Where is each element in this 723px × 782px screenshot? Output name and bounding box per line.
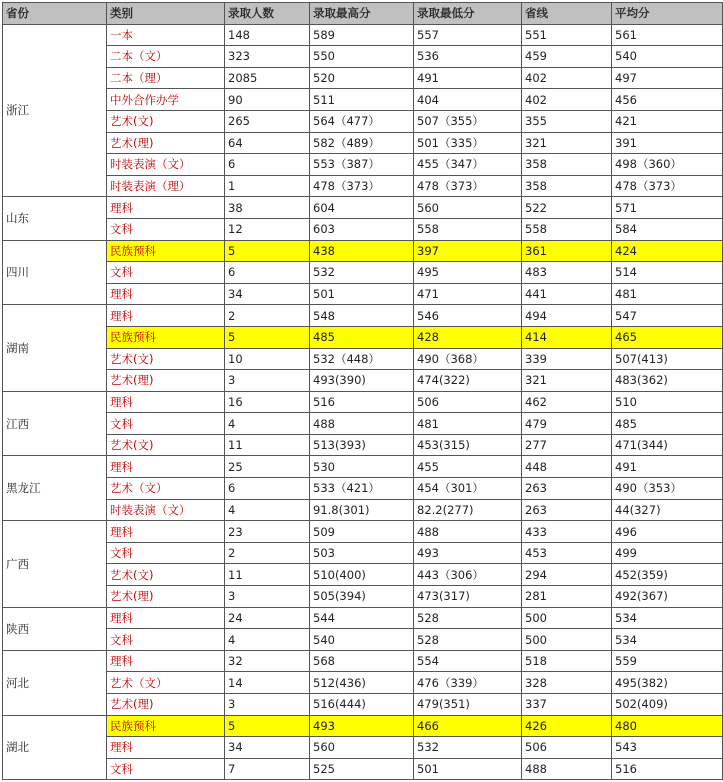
table-row xyxy=(3,305,723,327)
province-line-cell: 479 xyxy=(522,413,612,435)
province-line-cell: 558 xyxy=(522,218,612,240)
min-score-cell: 455（347） xyxy=(414,154,522,176)
max-score-cell: 501 xyxy=(310,283,414,305)
admitted-count-cell: 4 xyxy=(225,499,310,521)
table-row xyxy=(3,586,723,608)
province-cell: 湖北 xyxy=(3,715,107,780)
admitted-count-cell: 4 xyxy=(225,413,310,435)
max-score-cell: 510(400) xyxy=(310,564,414,586)
admitted-count-cell: 90 xyxy=(225,89,310,111)
max-score-cell: 493 xyxy=(310,715,414,737)
table-row xyxy=(3,391,723,413)
average-score-cell: 571 xyxy=(612,197,723,219)
table-row xyxy=(3,650,723,672)
average-score-cell: 492(367) xyxy=(612,586,723,608)
province-line-cell: 321 xyxy=(522,370,612,392)
admitted-count-cell: 2 xyxy=(225,305,310,327)
table-row xyxy=(3,348,723,370)
category-cell: 文科 xyxy=(107,758,225,780)
min-score-cell: 453(315) xyxy=(414,434,522,456)
table-row xyxy=(3,715,723,737)
max-score-cell: 503 xyxy=(310,542,414,564)
category-cell: 艺术（文） xyxy=(107,672,225,694)
max-score-cell: 532（448） xyxy=(310,348,414,370)
admitted-count-cell: 1 xyxy=(225,175,310,197)
max-score-cell: 582（489） xyxy=(310,132,414,154)
category-cell: 艺术(理) xyxy=(107,586,225,608)
average-score-cell: 424 xyxy=(612,240,723,262)
category-cell: 理科 xyxy=(107,607,225,629)
table-row xyxy=(3,694,723,716)
category-cell: 艺术(文) xyxy=(107,348,225,370)
header-min-score: 录取最低分 xyxy=(414,3,522,25)
table-row xyxy=(3,413,723,435)
category-cell: 理科 xyxy=(107,305,225,327)
min-score-cell: 491 xyxy=(414,67,522,89)
table-row xyxy=(3,326,723,348)
admitted-count-cell: 5 xyxy=(225,240,310,262)
province-cell: 浙江 xyxy=(3,24,107,197)
max-score-cell: 493(390) xyxy=(310,370,414,392)
province-cell: 湖南 xyxy=(3,305,107,391)
min-score-cell: 557 xyxy=(414,24,522,46)
average-score-cell: 480 xyxy=(612,715,723,737)
min-score-cell: 532 xyxy=(414,737,522,759)
min-score-cell: 471 xyxy=(414,283,522,305)
header-row xyxy=(3,3,723,25)
header-province-line: 省线 xyxy=(522,3,612,25)
max-score-cell: 564（477） xyxy=(310,110,414,132)
max-score-cell: 509 xyxy=(310,521,414,543)
table-row xyxy=(3,218,723,240)
admitted-count-cell: 265 xyxy=(225,110,310,132)
admitted-count-cell: 4 xyxy=(225,629,310,651)
province-line-cell: 263 xyxy=(522,499,612,521)
category-cell: 艺术(理) xyxy=(107,370,225,392)
table-row xyxy=(3,542,723,564)
admitted-count-cell: 5 xyxy=(225,715,310,737)
province-cell: 山东 xyxy=(3,197,107,240)
max-score-cell: 548 xyxy=(310,305,414,327)
average-score-cell: 456 xyxy=(612,89,723,111)
average-score-cell: 540 xyxy=(612,46,723,68)
admitted-count-cell: 11 xyxy=(225,434,310,456)
category-cell: 民族预科 xyxy=(107,326,225,348)
province-line-cell: 339 xyxy=(522,348,612,370)
category-cell: 一本 xyxy=(107,24,225,46)
province-cell: 江西 xyxy=(3,391,107,456)
admitted-count-cell: 3 xyxy=(225,370,310,392)
average-score-cell: 502(409) xyxy=(612,694,723,716)
table-row xyxy=(3,67,723,89)
average-score-cell: 391 xyxy=(612,132,723,154)
admitted-count-cell: 6 xyxy=(225,154,310,176)
category-cell: 理科 xyxy=(107,283,225,305)
average-score-cell: 498（360） xyxy=(612,154,723,176)
table-row xyxy=(3,607,723,629)
table-header xyxy=(3,3,723,25)
max-score-cell: 532 xyxy=(310,262,414,284)
category-cell: 文科 xyxy=(107,629,225,651)
min-score-cell: 479(351) xyxy=(414,694,522,716)
max-score-cell: 589 xyxy=(310,24,414,46)
max-score-cell: 533（421） xyxy=(310,478,414,500)
max-score-cell: 550 xyxy=(310,46,414,68)
max-score-cell: 488 xyxy=(310,413,414,435)
category-cell: 艺术(文) xyxy=(107,110,225,132)
category-cell: 时装表演（理） xyxy=(107,175,225,197)
min-score-cell: 536 xyxy=(414,46,522,68)
province-line-cell: 488 xyxy=(522,758,612,780)
table-row xyxy=(3,521,723,543)
max-score-cell: 478（373） xyxy=(310,175,414,197)
province-line-cell: 361 xyxy=(522,240,612,262)
admitted-count-cell: 3 xyxy=(225,586,310,608)
category-cell: 民族预科 xyxy=(107,240,225,262)
max-score-cell: 604 xyxy=(310,197,414,219)
max-score-cell: 603 xyxy=(310,218,414,240)
max-score-cell: 568 xyxy=(310,650,414,672)
min-score-cell: 507（355） xyxy=(414,110,522,132)
table-row xyxy=(3,737,723,759)
province-line-cell: 506 xyxy=(522,737,612,759)
average-score-cell: 547 xyxy=(612,305,723,327)
average-score-cell: 491 xyxy=(612,456,723,478)
admitted-count-cell: 3 xyxy=(225,694,310,716)
min-score-cell: 474(322) xyxy=(414,370,522,392)
min-score-cell: 82.2(277) xyxy=(414,499,522,521)
table-row xyxy=(3,758,723,780)
admitted-count-cell: 2 xyxy=(225,542,310,564)
table-row xyxy=(3,434,723,456)
max-score-cell: 560 xyxy=(310,737,414,759)
province-line-cell: 281 xyxy=(522,586,612,608)
max-score-cell: 525 xyxy=(310,758,414,780)
max-score-cell: 91.8(301) xyxy=(310,499,414,521)
header-admitted-count: 录取人数 xyxy=(225,3,310,25)
average-score-cell: 495(382) xyxy=(612,672,723,694)
admission-scores-table xyxy=(2,2,723,780)
average-score-cell: 561 xyxy=(612,24,723,46)
average-score-cell: 497 xyxy=(612,67,723,89)
table-row xyxy=(3,46,723,68)
min-score-cell: 473(317) xyxy=(414,586,522,608)
admitted-count-cell: 25 xyxy=(225,456,310,478)
average-score-cell: 510 xyxy=(612,391,723,413)
average-score-cell: 490（353） xyxy=(612,478,723,500)
table-row xyxy=(3,24,723,46)
min-score-cell: 501（335） xyxy=(414,132,522,154)
header-province: 省份 xyxy=(3,3,107,25)
province-line-cell: 448 xyxy=(522,456,612,478)
table-row xyxy=(3,478,723,500)
category-cell: 中外合作办学 xyxy=(107,89,225,111)
province-line-cell: 462 xyxy=(522,391,612,413)
max-score-cell: 544 xyxy=(310,607,414,629)
min-score-cell: 488 xyxy=(414,521,522,543)
min-score-cell: 481 xyxy=(414,413,522,435)
table-body xyxy=(3,24,723,780)
admitted-count-cell: 23 xyxy=(225,521,310,543)
table-row xyxy=(3,262,723,284)
max-score-cell: 505(394) xyxy=(310,586,414,608)
min-score-cell: 493 xyxy=(414,542,522,564)
average-score-cell: 44(327) xyxy=(612,499,723,521)
table-row xyxy=(3,132,723,154)
category-cell: 时装表演（文） xyxy=(107,499,225,521)
province-line-cell: 402 xyxy=(522,89,612,111)
average-score-cell: 496 xyxy=(612,521,723,543)
min-score-cell: 495 xyxy=(414,262,522,284)
category-cell: 理科 xyxy=(107,521,225,543)
province-line-cell: 551 xyxy=(522,24,612,46)
table-row xyxy=(3,499,723,521)
admitted-count-cell: 14 xyxy=(225,672,310,694)
province-line-cell: 441 xyxy=(522,283,612,305)
max-score-cell: 512(436) xyxy=(310,672,414,694)
min-score-cell: 466 xyxy=(414,715,522,737)
category-cell: 艺术(文) xyxy=(107,434,225,456)
province-line-cell: 500 xyxy=(522,607,612,629)
province-cell: 河北 xyxy=(3,650,107,715)
admitted-count-cell: 12 xyxy=(225,218,310,240)
average-score-cell: 478（373） xyxy=(612,175,723,197)
min-score-cell: 528 xyxy=(414,607,522,629)
min-score-cell: 455 xyxy=(414,456,522,478)
average-score-cell: 465 xyxy=(612,326,723,348)
province-cell: 广西 xyxy=(3,521,107,607)
table-row xyxy=(3,283,723,305)
category-cell: 时装表演（文） xyxy=(107,154,225,176)
admitted-count-cell: 5 xyxy=(225,326,310,348)
average-score-cell: 421 xyxy=(612,110,723,132)
category-cell: 艺术（文） xyxy=(107,478,225,500)
min-score-cell: 397 xyxy=(414,240,522,262)
min-score-cell: 554 xyxy=(414,650,522,672)
admitted-count-cell: 148 xyxy=(225,24,310,46)
table-row xyxy=(3,240,723,262)
category-cell: 文科 xyxy=(107,413,225,435)
min-score-cell: 490（368） xyxy=(414,348,522,370)
category-cell: 理科 xyxy=(107,456,225,478)
average-score-cell: 559 xyxy=(612,650,723,672)
average-score-cell: 499 xyxy=(612,542,723,564)
max-score-cell: 520 xyxy=(310,67,414,89)
province-line-cell: 277 xyxy=(522,434,612,456)
admitted-count-cell: 32 xyxy=(225,650,310,672)
header-average-score: 平均分 xyxy=(612,3,723,25)
province-line-cell: 500 xyxy=(522,629,612,651)
category-cell: 理科 xyxy=(107,737,225,759)
admitted-count-cell: 6 xyxy=(225,478,310,500)
province-line-cell: 263 xyxy=(522,478,612,500)
average-score-cell: 452(359) xyxy=(612,564,723,586)
average-score-cell: 483(362) xyxy=(612,370,723,392)
min-score-cell: 443（306） xyxy=(414,564,522,586)
min-score-cell: 476（339） xyxy=(414,672,522,694)
category-cell: 理科 xyxy=(107,650,225,672)
province-line-cell: 328 xyxy=(522,672,612,694)
min-score-cell: 478（373） xyxy=(414,175,522,197)
category-cell: 二本（理） xyxy=(107,67,225,89)
province-line-cell: 518 xyxy=(522,650,612,672)
category-cell: 理科 xyxy=(107,391,225,413)
table-row xyxy=(3,629,723,651)
category-cell: 文科 xyxy=(107,218,225,240)
table-row xyxy=(3,370,723,392)
category-cell: 艺术(文) xyxy=(107,564,225,586)
table-row xyxy=(3,672,723,694)
admitted-count-cell: 38 xyxy=(225,197,310,219)
province-line-cell: 459 xyxy=(522,46,612,68)
admitted-count-cell: 6 xyxy=(225,262,310,284)
max-score-cell: 540 xyxy=(310,629,414,651)
table-row xyxy=(3,154,723,176)
province-cell: 黑龙江 xyxy=(3,456,107,521)
province-line-cell: 483 xyxy=(522,262,612,284)
min-score-cell: 560 xyxy=(414,197,522,219)
min-score-cell: 558 xyxy=(414,218,522,240)
average-score-cell: 584 xyxy=(612,218,723,240)
average-score-cell: 516 xyxy=(612,758,723,780)
admitted-count-cell: 34 xyxy=(225,283,310,305)
max-score-cell: 438 xyxy=(310,240,414,262)
table-row xyxy=(3,89,723,111)
average-score-cell: 481 xyxy=(612,283,723,305)
average-score-cell: 485 xyxy=(612,413,723,435)
province-line-cell: 453 xyxy=(522,542,612,564)
province-line-cell: 294 xyxy=(522,564,612,586)
average-score-cell: 507(413) xyxy=(612,348,723,370)
max-score-cell: 516 xyxy=(310,391,414,413)
category-cell: 艺术(理) xyxy=(107,694,225,716)
average-score-cell: 534 xyxy=(612,629,723,651)
admitted-count-cell: 34 xyxy=(225,737,310,759)
table-row xyxy=(3,175,723,197)
category-cell: 民族预科 xyxy=(107,715,225,737)
admitted-count-cell: 11 xyxy=(225,564,310,586)
province-line-cell: 494 xyxy=(522,305,612,327)
category-cell: 理科 xyxy=(107,197,225,219)
province-line-cell: 355 xyxy=(522,110,612,132)
category-cell: 文科 xyxy=(107,262,225,284)
average-score-cell: 471(344) xyxy=(612,434,723,456)
max-score-cell: 553（387） xyxy=(310,154,414,176)
average-score-cell: 514 xyxy=(612,262,723,284)
min-score-cell: 501 xyxy=(414,758,522,780)
max-score-cell: 511 xyxy=(310,89,414,111)
province-line-cell: 522 xyxy=(522,197,612,219)
province-cell: 四川 xyxy=(3,240,107,305)
max-score-cell: 485 xyxy=(310,326,414,348)
header-max-score: 录取最高分 xyxy=(310,3,414,25)
min-score-cell: 404 xyxy=(414,89,522,111)
province-line-cell: 433 xyxy=(522,521,612,543)
max-score-cell: 513(393) xyxy=(310,434,414,456)
province-line-cell: 414 xyxy=(522,326,612,348)
admitted-count-cell: 16 xyxy=(225,391,310,413)
table-row xyxy=(3,456,723,478)
province-line-cell: 337 xyxy=(522,694,612,716)
average-score-cell: 543 xyxy=(612,737,723,759)
min-score-cell: 506 xyxy=(414,391,522,413)
min-score-cell: 546 xyxy=(414,305,522,327)
table-row xyxy=(3,564,723,586)
province-cell: 陕西 xyxy=(3,607,107,650)
max-score-cell: 516(444) xyxy=(310,694,414,716)
category-cell: 艺术(理) xyxy=(107,132,225,154)
province-line-cell: 426 xyxy=(522,715,612,737)
min-score-cell: 528 xyxy=(414,629,522,651)
admitted-count-cell: 323 xyxy=(225,46,310,68)
admitted-count-cell: 2085 xyxy=(225,67,310,89)
average-score-cell: 534 xyxy=(612,607,723,629)
category-cell: 二本（文） xyxy=(107,46,225,68)
min-score-cell: 454（301） xyxy=(414,478,522,500)
header-category: 类别 xyxy=(107,3,225,25)
table-row xyxy=(3,197,723,219)
province-line-cell: 358 xyxy=(522,154,612,176)
province-line-cell: 358 xyxy=(522,175,612,197)
province-line-cell: 321 xyxy=(522,132,612,154)
admitted-count-cell: 24 xyxy=(225,607,310,629)
category-cell: 文科 xyxy=(107,542,225,564)
admitted-count-cell: 64 xyxy=(225,132,310,154)
province-line-cell: 402 xyxy=(522,67,612,89)
max-score-cell: 530 xyxy=(310,456,414,478)
admitted-count-cell: 10 xyxy=(225,348,310,370)
table-row xyxy=(3,110,723,132)
min-score-cell: 428 xyxy=(414,326,522,348)
admitted-count-cell: 7 xyxy=(225,758,310,780)
